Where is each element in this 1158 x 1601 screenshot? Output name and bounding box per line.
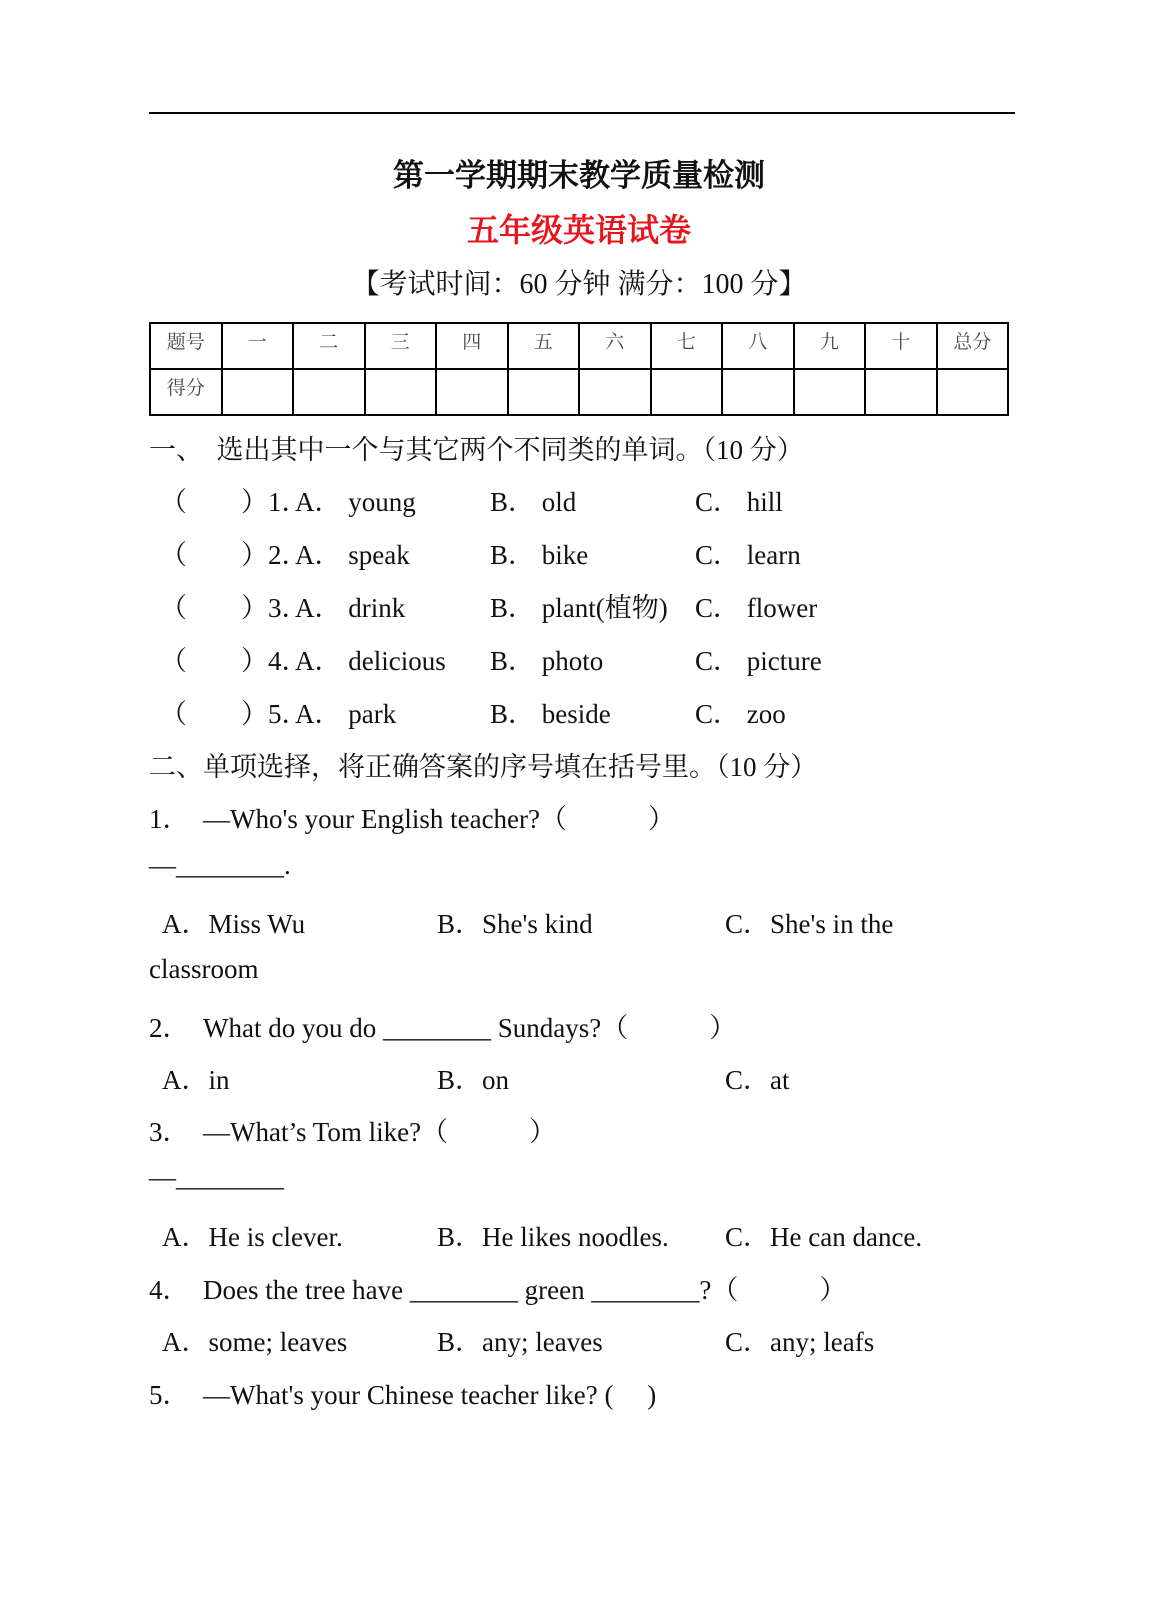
score-input-cell[interactable] [794, 369, 866, 415]
q4-option-c: C．any; leafs [725, 1327, 875, 1357]
option-a: A． drink [295, 593, 406, 623]
score-cell: 九 [794, 323, 866, 369]
q4-option-b: B．any; leaves [437, 1327, 603, 1357]
section2-heading: 二、单项选择，将正确答案的序号填在括号里。（10 分） [149, 752, 818, 782]
score-cell: 一 [222, 323, 294, 369]
score-cell: 六 [579, 323, 651, 369]
score-input-cell[interactable] [651, 369, 723, 415]
score-cell-label: 题号 [150, 323, 222, 369]
score-input-cell[interactable] [436, 369, 508, 415]
option-b: B． old [490, 487, 577, 517]
question-1-blank: —________. [149, 850, 291, 880]
option-a: A． speak [295, 540, 410, 570]
score-input-cell[interactable] [293, 369, 365, 415]
option-c: C． picture [695, 646, 822, 676]
score-cell: 三 [365, 323, 437, 369]
option-b: B． plant(植物) [490, 593, 668, 623]
score-row-label: 得分 [150, 369, 222, 415]
option-c: C． flower [695, 593, 818, 623]
q3-option-a: A．He is clever. [162, 1222, 343, 1252]
option-a: A． park [295, 699, 397, 729]
question-4-stem: 4． Does the tree have ________ green ________?（ ） [149, 1275, 847, 1305]
score-cell: 四 [436, 323, 508, 369]
q2-option-c: C．at [725, 1065, 790, 1095]
score-cell: 二 [293, 323, 365, 369]
score-input-cell[interactable] [508, 369, 580, 415]
score-cell: 七 [651, 323, 723, 369]
q1-option-c: C．She's in the [725, 909, 894, 939]
score-cell: 八 [722, 323, 794, 369]
score-cell: 五 [508, 323, 580, 369]
question-2-stem: 2． What do you do ________ Sundays?（ ） [149, 1013, 737, 1043]
q1-option-c-continued: classroom [149, 954, 259, 984]
item-number: （ ）2． [160, 540, 309, 570]
exam-subtitle: 五年级英语试卷 [466, 211, 691, 249]
option-b: B． beside [490, 699, 611, 729]
option-a: A． young [295, 487, 416, 517]
score-input-cell[interactable] [865, 369, 937, 415]
q2-option-b: B．on [437, 1065, 510, 1095]
score-input-cell[interactable] [722, 369, 794, 415]
q1-option-a: A．Miss Wu [162, 909, 306, 939]
score-table-header-row [150, 323, 1008, 369]
q3-option-c: C．He can dance. [725, 1222, 923, 1252]
score-cell-total: 总分 [937, 323, 1009, 369]
header-rule [149, 112, 1015, 114]
option-c: C． hill [695, 487, 783, 517]
score-input-cell[interactable] [222, 369, 294, 415]
option-b: B． photo [490, 646, 604, 676]
option-c: C． zoo [695, 699, 786, 729]
question-3-stem: 3． —What’s Tom like?（ ） [149, 1117, 557, 1147]
item-number: （ ）3． [160, 593, 309, 623]
item-number: （ ）5． [160, 699, 309, 729]
q3-option-b: B．He likes noodles. [437, 1222, 669, 1252]
score-table [149, 322, 1009, 416]
section1-heading: 一、 选出其中一个与其它两个不同类的单词。（10 分） [149, 435, 804, 465]
question-1-stem: 1． —Who's your English teacher?（ ） [149, 804, 676, 834]
question-5-stem: 5． —What's your Chinese teacher like? ( ) [149, 1380, 657, 1410]
score-input-cell[interactable] [365, 369, 437, 415]
score-table-score-row [150, 369, 1008, 415]
score-input-cell[interactable] [937, 369, 1009, 415]
option-c: C． learn [695, 540, 801, 570]
item-number: （ ）4． [160, 646, 309, 676]
q4-option-a: A．some; leaves [162, 1327, 348, 1357]
q1-option-b: B．She's kind [437, 909, 593, 939]
item-number: （ ）1． [160, 487, 309, 517]
q2-option-a: A．in [162, 1065, 230, 1095]
option-a: A． delicious [295, 646, 446, 676]
score-cell: 十 [865, 323, 937, 369]
score-input-cell[interactable] [579, 369, 651, 415]
question-3-blank: —________ [149, 1162, 284, 1192]
exam-info: 【考试时间：60 分钟 满分：100 分】 [351, 269, 807, 300]
exam-title: 第一学期期末教学质量检测 [393, 158, 765, 194]
option-b: B． bike [490, 540, 589, 570]
